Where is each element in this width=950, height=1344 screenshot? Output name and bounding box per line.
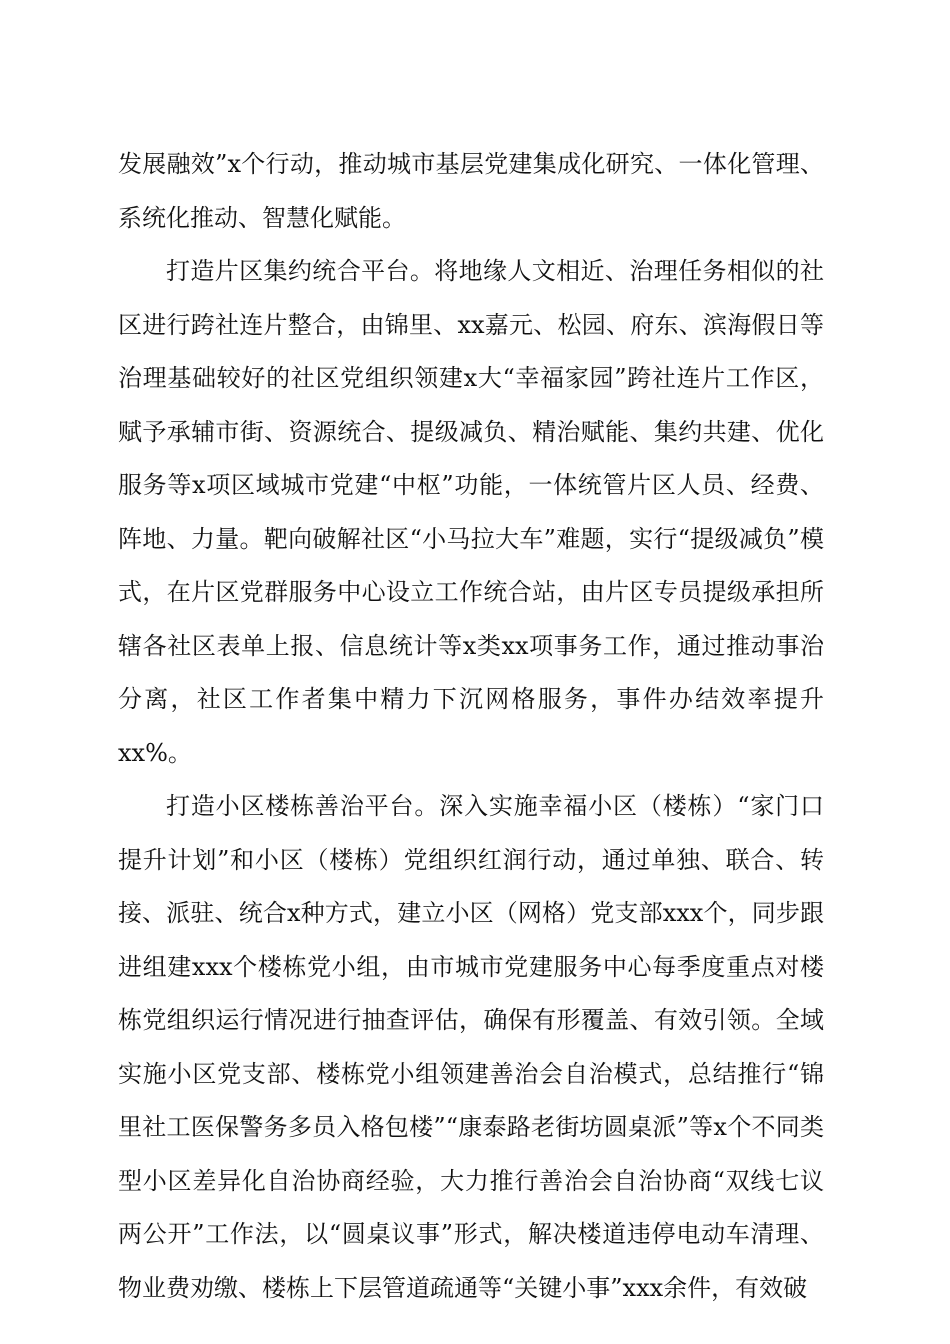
body-text <box>118 138 824 1315</box>
paragraph-continued: 发展融效”x个行动，推动城市基层党建集成化研究、一体化管理、系统化推动、智慧化赋能。 <box>118 150 824 232</box>
paragraph-community-platform: 打造小区楼栋善治平台。深入实施幸福小区（楼栋）“家门口提升计划”和小区（楼栋）党组织红润行动，通过单独、联合、转接、派驻、统合x种方式，建立小区（网格）党支部xxx个，同步跟进组建xxx个楼栋党小组，由市城市党建服务中心每季度重点对楼栋党组织运行情况进行抽查评估，确保有形覆盖、有效引领。全域实施小区党支部、楼栋党小组领建善治会自治模式，总结推行“锦里社工医保警务多员入格包楼”“康泰路老街坊圆桌派”等x个不同类型小区差异化自治协商经验，大力推行善治会自治协商“双线七议两公开”工作法，以“圆桌议事”形式，解决楼道违停电动车清理、物业费劝缴、楼栋上下层管道疏通等“关键小事”xxx余件，有效破 <box>118 792 824 1302</box>
paragraph-district-platform: 打造片区集约统合平台。将地缘人文相近、治理任务相似的社区进行跨社连片整合，由锦里、xx嘉元、松园、府东、滨海假日等治理基础较好的社区党组织领建x大“幸福家园”跨社连片工作区，赋予承辅市街、资源统合、提级减负、精治赋能、集约共建、优化服务等x项区域城市党建“中枢”功能，一体统管片区人员、经费、阵地、力量。靶向破解社区“小马拉大车”难题，实行“提级减负”模式，在片区党群服务中心设立工作统合站，由片区专员提级承担所辖各社区表单上报、信息统计等x类xx项事务工作，通过推动事治分离，社区工作者集中精力下沉网格服务，事件办结效率提升xx%。 <box>118 257 824 767</box>
